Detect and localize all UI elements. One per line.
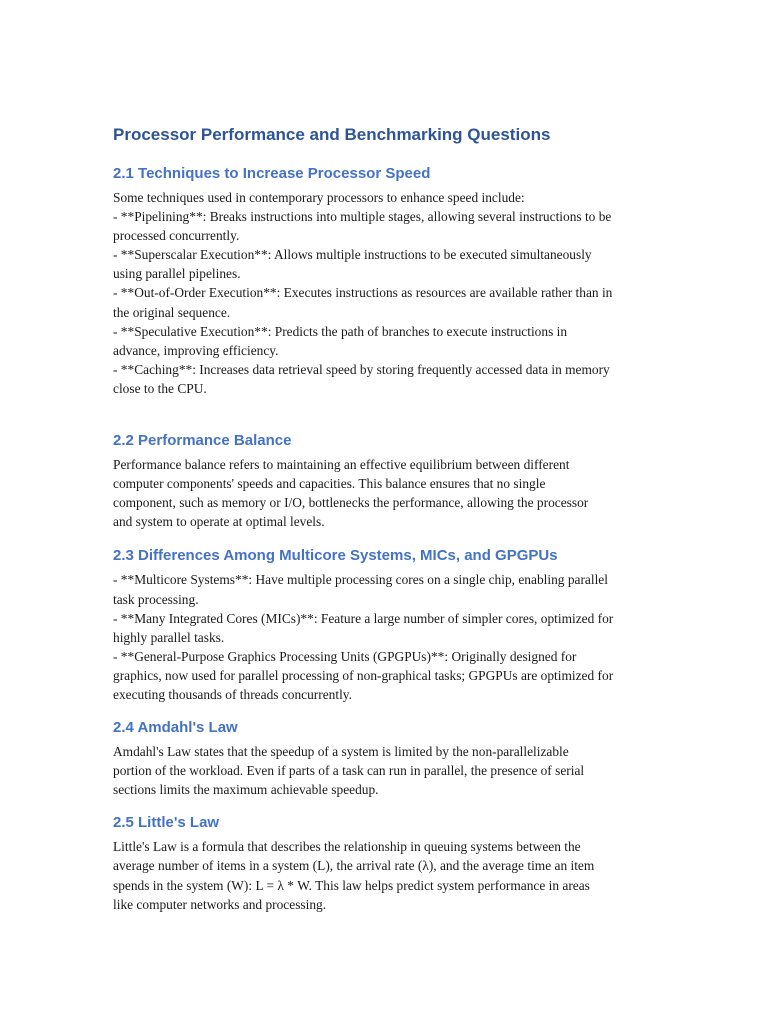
text-line: Amdahl's Law states that the speedup of a system is limited by the non-parallelizable [113,744,569,760]
section-performance-balance [113,430,658,531]
text-line: - **Out-of-Order Execution**: Executes instructions as resources are available rather than in [113,285,613,301]
section-heading: 2.3 Differences Among Multicore Systems, MICs, and GPGPUs [113,547,558,565]
text-line: - **Multicore Systems**: Have multiple processing cores on a single chip, enabling parallel [113,572,608,588]
text-line: sections limits the maximum achievable speedup. [113,782,379,798]
text-line: and system to operate at optimal levels. [113,514,325,530]
text-line: portion of the workload. Even if parts of a task can run in parallel, the presence of serial [113,763,585,779]
text-line: like computer networks and processing. [113,896,327,912]
text-line: using parallel pipelines. [113,266,241,282]
section-heading: 2.5 Little's Law [113,814,220,832]
text-line: - **Speculative Execution**: Predicts the path of branches to execute instructions in [113,323,568,339]
text-line: - **Pipelining**: Breaks instructions into multiple stages, allowing several instructions to be [113,209,612,225]
section-heading: 2.1 Techniques to Increase Processor Speed [113,165,431,182]
text-line: average number of items in a system (L), the arrival rate (λ), and the average time an item [113,858,595,874]
section-body [113,455,658,531]
text-line: Some techniques used in contemporary processors to enhance speed include: [113,190,525,205]
section-techniques [113,163,658,398]
text-line: advance, improving efficiency. [113,342,279,358]
text-line: computer components' speeds and capacities. This balance ensures that no single [113,476,546,492]
section-amdahls-law [113,717,658,799]
section-body [113,742,658,799]
section-heading: 2.4 Amdahl's Law [113,719,238,737]
text-line: graphics, now used for parallel processing of non-graphical tasks; GPGPUs are optimized for [113,667,614,683]
document-content [113,124,658,926]
text-line: - **Superscalar Execution**: Allows multiple instructions to be executed simultaneously [113,247,592,263]
text-line: - **General-Purpose Graphics Processing Units (GPGPUs)**: Originally designed for [113,648,577,664]
text-line: - **Caching**: Increases data retrieval speed by storing frequently accessed data in memory [113,361,610,377]
section-body [113,188,658,398]
text-line: close to the CPU. [113,380,207,396]
text-line: Performance balance refers to maintaining an effective equilibrium between different [113,457,570,473]
section-body [113,837,658,913]
text-line: highly parallel tasks. [113,629,225,645]
text-line: spends in the system (W): L = λ * W. This law helps predict system performance in areas [113,877,590,893]
text-line: - **Many Integrated Cores (MICs)**: Feature a large number of simpler cores, optimized for [113,610,614,626]
text-line: the original sequence. [113,304,231,320]
document-title: Processor Performance and Benchmarking Questions [113,125,551,144]
section-littles-law [113,812,658,913]
text-line: component, such as memory or I/O, bottlenecks the performance, allowing the processor [113,495,589,511]
section-heading: 2.2 Performance Balance [113,432,292,450]
section-multicore-differences [113,545,658,704]
text-line: executing thousands of threads concurrently. [113,686,352,702]
section-body [113,570,658,704]
text-line: processed concurrently. [113,228,240,244]
text-line: Little's Law is a formula that describes the relationship in queuing systems between the [113,839,581,855]
text-line: task processing. [113,591,199,607]
